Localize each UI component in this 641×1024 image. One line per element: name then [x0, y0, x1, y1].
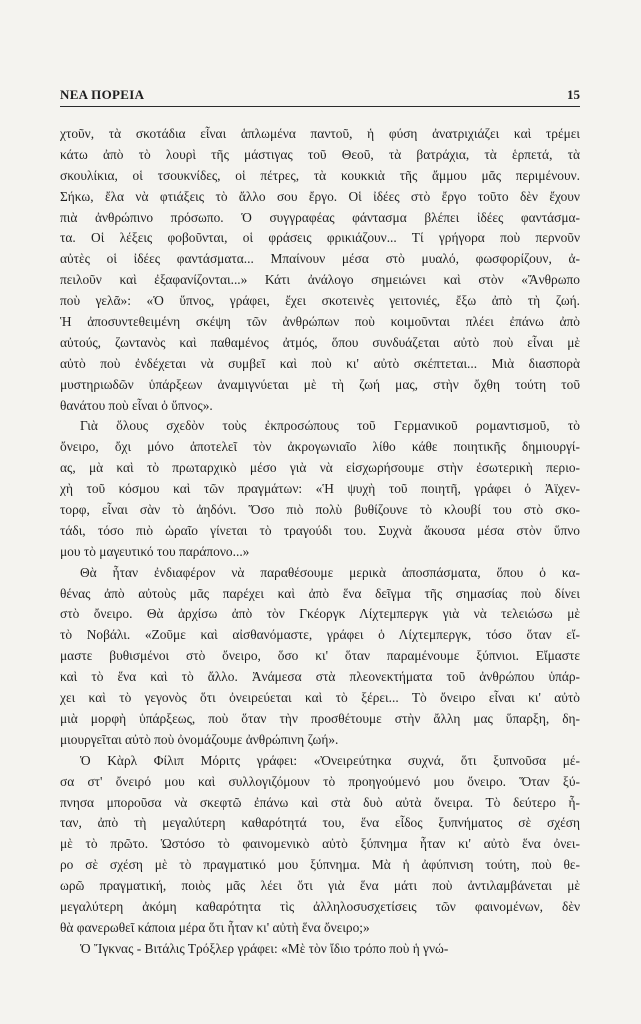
paragraph: [60, 939, 580, 960]
text-line: μιουργεῖται αὐτὸ ποὺ ὀνομάζουμε ἀνθρώπινη ζωή».: [60, 731, 339, 747]
text-line: πειλοῦν καὶ ἐξαφανίζονται...» Κάτι ἀνάλογο σημειώνει καὶ στὸν «Ἄνθρωπο: [60, 272, 580, 288]
text-line: πιὰ ἀνθρώπινο πρόσωπο. Ὁ συγγραφέας φάντασμα βλέπει ἰδέες φαντάσμα-: [60, 209, 580, 225]
paragraph: [60, 124, 580, 416]
text-line: μιὰ μορφὴ ὑπάρξεως, ποὺ ὅταν τὴν προσθέτουμε στὴν ἄλλη μας ὕπαρξη, δη-: [60, 710, 580, 726]
text-line: ταν, ἀπὸ τὴ μεγαλύτερη καθαρότητά του, ἕνα εἶδος ξυπνήματος σὲ σχέση: [60, 815, 580, 831]
text-line: θὰ φανερωθεῖ κάποια μέρα ὅτι ἦταν κι' αὐτὴ ἕνα ὄνειρο;»: [60, 919, 370, 935]
text-line: στὸ ὄνειρο. Θὰ ἀρχίσω ἀπὸ τὸν Γκέοργκ Λίχτεμπεργκ γιὰ νὰ τελειώσω μὲ: [60, 606, 580, 622]
text-line: ας, μὰ καὶ τὸ πρωταρχικὸ μέσο γιὰ νὰ εἰσχωρήσουμε στὴν ἐσωτερικὴ περιο-: [60, 460, 580, 476]
article-body: [60, 124, 580, 960]
text-line: Θὰ ἦταν ἐνδιαφέρον νὰ παραθέσουμε μερικὰ ἀποσπάσματα, ὅπου ὁ κα-: [80, 564, 580, 580]
paragraph: [60, 416, 580, 562]
text-line: Ὁ Ἴγκνας - Βιτάλις Τρόξλερ γράφει: «Μὲ τὸν ἴδιο τρόπο ποὺ ἡ γνώ-: [80, 940, 449, 956]
text-line: ωρῶ πραγματική, ποιὸς μᾶς λέει ὅτι γιὰ ἕνα μάτι ποὺ ἀντιλαμβάνεται μὲ: [60, 878, 580, 894]
text-line: Σήκω, ἔλα νὰ φτιάξεις τὸ ἄλλο σου ἔργο. Οἱ ἰδέες στὸ ἔργο τοῦτο δὲν ἔχουν: [60, 188, 580, 204]
text-line: καὶ τὸ ἕνα καὶ τὸ ἄλλο. Ἀνάμεσα στὰ πλεονεκτήματα τοῦ ἀνθρώπου ὑπάρ-: [60, 669, 580, 685]
text-line: Ὁ Κὰρλ Φίλιπ Μόριτς γράφει: «Ὀνειρεύτηκα συχνά, ὅτι ξυπνοῦσα μέ-: [80, 752, 580, 768]
text-line: αὐτὸ ποὺ ἐνδέχεται νὰ συμβεῖ καὶ ποὺ κι' αὐτὸ σκέπτεται... Μιὰ διασπορὰ: [60, 355, 580, 371]
text-line: αὐτούς, ζωντανὸς καὶ παθαμένος ἀτμός, ὅπου συνδυάζεται αὐτὸ ποὺ εἶναι μὲ: [60, 334, 580, 350]
text-line: αὐτὲς οἱ ἰδέες φαντάσματα... Μπαίνουν μέσα στὸ μυαλό, φωσφορίζουν, ἀ-: [60, 251, 580, 267]
text-line: μου τὸ μαγευτικό του παράπονο...»: [60, 543, 250, 559]
text-line: πνησα μποροῦσα νὰ σκεφτῶ ἐπάνω καὶ στὰ δυὸ αὐτὰ ὄνειρα. Τὸ δεύτερο ἦ-: [60, 794, 580, 810]
text-line: Ἡ ἀποσυντεθειμένη σκέψη τῶν ἀνθρώπων ποὺ κοιμοῦνται πλέει ἐπάνω ἀπὸ: [60, 314, 580, 330]
text-line: σκουλίκια, οἱ τσουκνίδες, οἱ πέτρες, τὰ κουκκιὰ τῆς ἄμμου μᾶς περιμένουν.: [60, 167, 580, 183]
paragraph: [60, 751, 580, 939]
text-line: μυστηριωδῶν ὑπάρξεων ἀναμιγνύεται μὲ τὴ ζωή μας, στὴν ὄχθη τούτη τοῦ: [60, 376, 580, 392]
text-line: κάτω ἀπὸ τὸ λουρὶ τῆς μάστιγας τοῦ Θεοῦ, τὰ βατράχια, τὰ ἑρπετά, τὰ: [60, 146, 580, 162]
page-number: 15: [567, 87, 580, 102]
text-line: μὲ τὸ πρῶτο. Ὡστόσο τὸ φαινομενικὸ αὐτὸ ξύπνημα ἦταν κι' αὐτὸ ἕνα ὀνει-: [60, 836, 580, 852]
running-header: [60, 88, 580, 107]
text-line: θανάτου ποὺ εἶναι ὁ ὕπνος».: [60, 397, 213, 413]
text-line: μαστε βυθισμένοι στὸ ὄνειρο, ὅσο κι' ὅταν παραμένουμε ξύπνιοι. Εἴμαστε: [60, 648, 580, 664]
paragraph: [60, 563, 580, 751]
text-line: τὸ Νοβάλι. «Ζοῦμε καὶ αἰσθανόμαστε, γράφει ὁ Λίχτεμπεργκ, τόσο ὅταν εἴ-: [60, 627, 580, 643]
text-line: τορφ, εἶναι σὰν τὸ ἀηδόνι. Ὅσο πιὸ πολὺ βυθίζουνε τὸ κλουβί του στὸ σκο-: [60, 502, 580, 518]
text-line: θένας ἀπὸ αὐτοὺς μᾶς παρέχει καὶ ἀπὸ ἕνα δεῖγμα τῆς σημασίας ποὺ δίνει: [60, 585, 580, 601]
text-line: Γιὰ ὅλους σχεδὸν τοὺς ἐκπροσώπους τοῦ Γερμανικοῦ ρομαντισμοῦ, τὸ: [80, 418, 580, 434]
text-line: τάδι, τόσο πιὸ ὡραῖο γίνεται τὸ τραγούδι του. Συχνὰ ἄκουσα μέσα στὸν ὕπνο: [60, 522, 580, 538]
text-line: ποὺ γελᾶ»: «Ὁ ὕπνος, γράφει, ἔχει σκοτεινὲς γειτονιές, ἔξω ἀπὸ τὴ ζωή.: [60, 293, 580, 309]
text-line: χει καὶ τὸ γεγονὸς ὅτι ὀνειρεύεται καὶ τὸ ξέρει... Τὸ ὄνειρο εἶναι κι' αὐτὸ: [60, 690, 580, 706]
journal-title: ΝΕΑ ΠΟΡΕΙΑ: [60, 87, 145, 102]
text-line: ὄνειρο, ὄχι μόνο ἀποτελεῖ τὸν ἀκρογωνιαῖο λίθο κάθε ποιητικῆς δημιουργί-: [60, 439, 580, 455]
text-line: ρο σὲ σχέση μὲ τὸ πραγματικό μου ξύπνημα. Μὰ ἡ ἀφύπνιση τούτη, ποὺ θε-: [60, 857, 580, 873]
text-line: τα. Οἱ λέξεις φοβοῦνται, οἱ φράσεις φρικιάζουν... Τί γρήγορα ποὺ περνοῦν: [60, 230, 580, 246]
text-line: χὴ τοῦ κόσμου καὶ τῶν πραγμάτων: «Ἡ ψυχὴ τοῦ ποιητῆ, γράφει ὁ Ἀϊχεν-: [60, 481, 580, 497]
text-line: μεγαλύτερη ἀκόμη καθαρότητα τὶς ἀλληλοσυσχετίσεις τῶν φαινομένων, δὲν: [60, 898, 580, 914]
text-line: σα στ' ὄνειρό μου καὶ συλλογιζόμουν τὸ προηγούμενό μου ὄνειρο. Ὅταν ξύ-: [60, 773, 580, 789]
text-line: χτοῦν, τὰ σκοτάδια εἶναι ἁπλωμένα παντοῦ, ἡ φύση ἀνατριχιάζει καὶ τρέμει: [60, 126, 580, 141]
